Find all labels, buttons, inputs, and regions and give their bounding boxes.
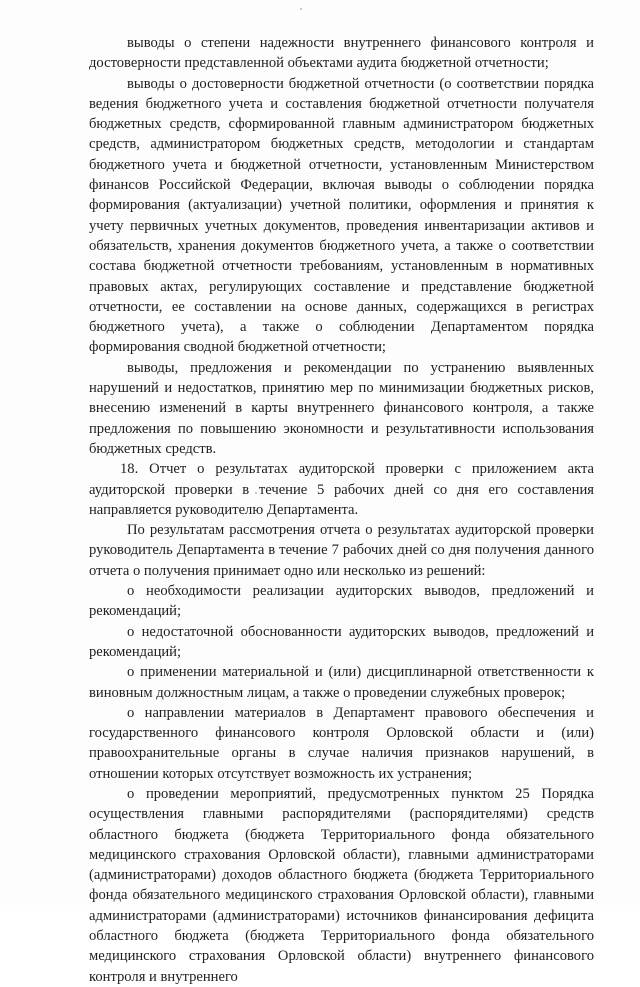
- paragraph-decisions-intro: По результатам рассмотрения отчета о результатах аудиторской проверки руководитель Департамента в течение 7 рабочих дней со дня получения данного отчета о получения принимает одно или несколько из решений:: [89, 522, 594, 579]
- paragraph-decision-liability: о применении материальной и (или) дисциплинарной ответственности к виновным должностным лицам, а также о проведении служебных проверок;: [89, 664, 594, 701]
- paragraph-recommendations: выводы, предложения и рекомендации по устранению выявленных нарушений и недостатков, принятию мер по минимизации бюджетных рисков, внесению изменений в карты внутреннего финансового контроля, а также предложения по повышению экономности и результативности использования бюджетных средств.: [89, 359, 594, 457]
- paragraph-findings-reliability: выводы о степени надежности внутреннего финансового контроля и достоверности представленной объектами аудита бюджетной отчетности;: [89, 35, 594, 72]
- scan-speck: [300, 8, 302, 10]
- document-body: [89, 33, 594, 987]
- paragraph-decision-measures: о проведении мероприятий, предусмотренных пунктом 25 Порядка осуществления главными распорядителями (распорядителями) средств областного бюджета (бюджета Территориального фонда обязательного медицинского страхования Орловской области), главными администраторами (администраторами) доходов областного бюджета (бюджета Территориального фонда обязательного медицинского страхования Орловской области), главными администраторами (администраторами) источников финансирования дефицита областного бюджета (бюджета Территориального фонда обязательного медицинского страхования Орловской области) внутреннего финансового контроля и внутреннего: [89, 785, 594, 985]
- paragraph-item-18: 18. Отчет о результатах аудиторской проверки с приложением акта аудиторской проверки в течение 5 рабочих дней со дня его составления направляется руководителю Департамента.: [89, 461, 594, 518]
- paragraph-decision-insufficient: о недостаточной обоснованности аудиторских выводов, предложений и рекомендаций;: [89, 623, 594, 660]
- paragraph-decision-referral: о направлении материалов в Департамент правового обеспечения и государственного финансового контроля Орловской области и (или) правоохранительные органы в случае наличия признаков нарушений, в отношении которых отсутствует возможность их устранения;: [89, 704, 594, 782]
- paragraph-findings-accuracy: выводы о достоверности бюджетной отчетности (о соответствии порядка ведения бюджетного учета и составления бюджетной отчетности получателя бюджетных средств, сформированной главным администратором бюджетных средств, администратором бюджетных средств, методологии и стандартам бюджетного учета и бюджетной отчетности, установленным Министерством финансов Российской Федерации, включая выводы о соблюдении порядка формирования (актуализации) учетной политики, оформления и принятия к учету первичных учетных документов, проведения инвентаризации активов и обязательств, хранения документов бюджетного учета, а также о соответствии состава бюджетной отчетности требованиям, установленным в нормативных правовых актах, регулирующих составление и представление бюджетной отчетности, ее составлении на основе данных, содержащихся в регистрах бюджетного учета), а также о соблюдении Департаментом порядка формирования сводной бюджетной отчетности;: [89, 75, 594, 356]
- paragraph-decision-implement: о необходимости реализации аудиторских выводов, предложений и рекомендаций;: [89, 583, 594, 620]
